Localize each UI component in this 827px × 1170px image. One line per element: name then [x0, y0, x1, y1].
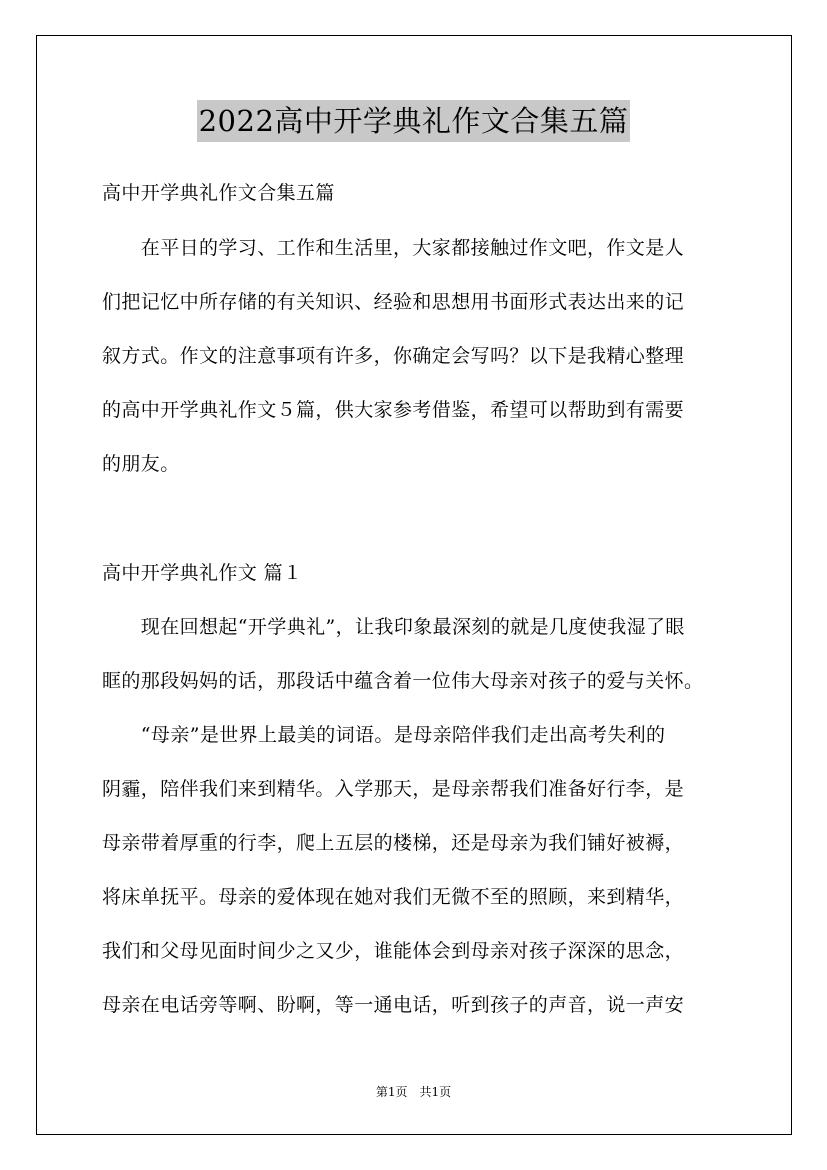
paragraph-line: 现在回想起“开学典礼”，让我印象最深刻的就是几度使我湿了眼	[102, 616, 685, 638]
page-footer: 第1页 共1页	[375, 1085, 452, 1099]
document-title: 2022高中开学典礼作文合集五篇	[197, 100, 631, 142]
paragraph-line: 母亲在电话旁等啊、盼啊，等一通电话，听到孩子的声音，说一声安	[102, 994, 685, 1016]
paragraph-line: 眶的那段妈妈的话，那段话中蕴含着一位伟大母亲对孩子的爱与关怀。	[102, 670, 704, 692]
section-heading: 高中开学典礼作文 篇１	[102, 562, 303, 584]
section-heading: 高中开学典礼作文合集五篇	[102, 182, 335, 204]
paragraph-line: 母亲带着厚重的行李，爬上五层的楼梯，还是母亲为我们铺好被褥，	[102, 832, 685, 854]
paragraph-line: 叙方式。作文的注意事项有许多，你确定会写吗？以下是我精心整理	[102, 345, 685, 367]
paragraph-line: 们把记忆中所存储的有关知识、经验和思想用书面形式表达出来的记	[102, 291, 685, 313]
paragraph-line: 我们和父母见面时间少之又少，谁能体会到母亲对孩子深深的思念，	[102, 940, 685, 962]
paragraph-line: “母亲”是世界上最美的词语。是母亲陪伴我们走出高考失利的	[102, 724, 666, 746]
paragraph-line: 的高中开学典礼作文５篇，供大家参考借鉴，希望可以帮助到有需要	[102, 399, 685, 421]
title-wrap	[0, 100, 827, 142]
paragraph-line: 的朋友。	[102, 453, 180, 475]
paragraph-line: 在平日的学习、工作和生活里，大家都接触过作文吧，作文是人	[102, 237, 685, 259]
paragraph-line: 将床单抚平。母亲的爱体现在她对我们无微不至的照顾，来到精华，	[102, 886, 685, 908]
paragraph-line: 阴霾，陪伴我们来到精华。入学那天，是母亲帮我们准备好行李，是	[102, 778, 685, 800]
